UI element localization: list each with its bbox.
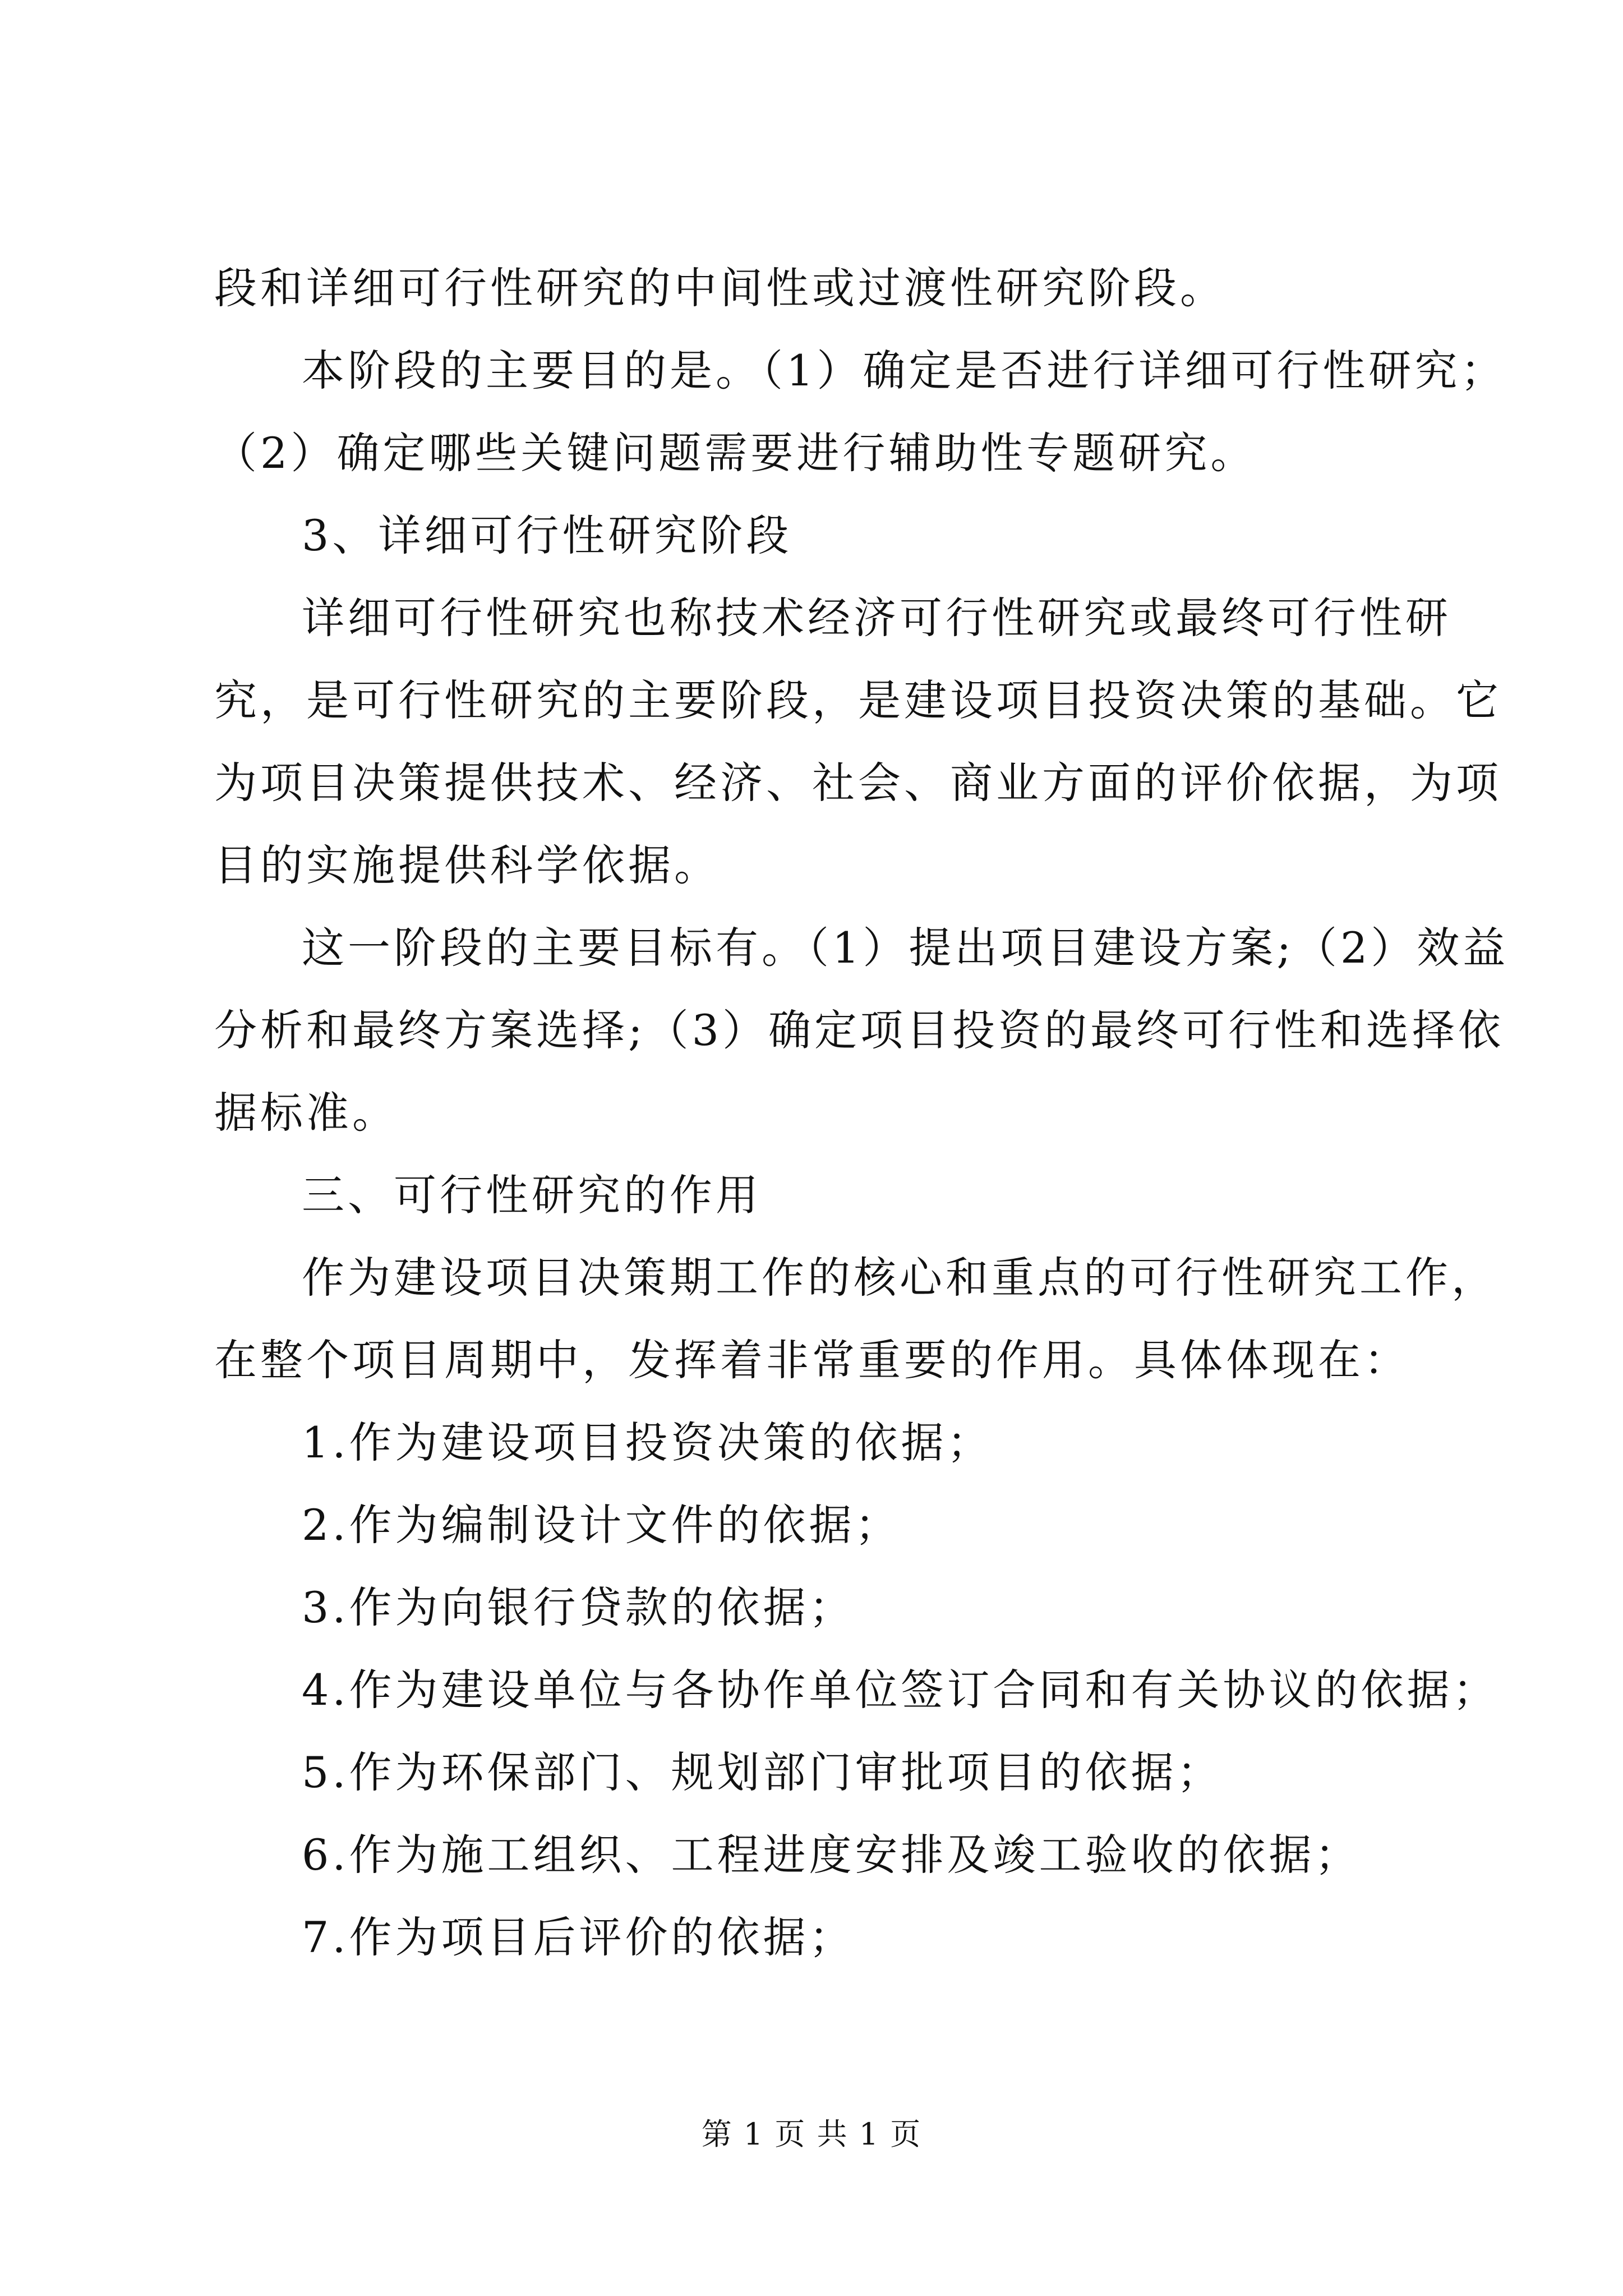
list-item: 5.作为环保部门、规划部门审批项目的依据； — [302, 1747, 1223, 1797]
text-line: 据标准。 — [214, 1088, 398, 1138]
text-line: 究，是可行性研究的主要阶段，是建设项目投资决策的基础。它 — [214, 675, 1502, 725]
text-line: 段和详细可行性研究的中间性或过渡性研究阶段。 — [214, 263, 1226, 313]
text-line: 详细可行性研究也称技术经济可行性研究或最终可行性研 — [302, 593, 1451, 643]
list-item: 3.作为向银行贷款的依据； — [302, 1582, 855, 1632]
text-line: 这一阶段的主要目标有。（1）提出项目建设方案;（2）效益 — [302, 923, 1509, 973]
section-heading: 3、详细可行性研究阶段 — [302, 510, 792, 560]
section-heading: 三、可行性研究的作用 — [302, 1170, 762, 1220]
page-footer: 第 1 页 共 1 页 — [701, 2116, 922, 2152]
text-line: 为项目决策提供技术、经济、社会、商业方面的评价依据，为项 — [214, 758, 1502, 808]
text-line: 分析和最终方案选择;（3）确定项目投资的最终可行性和选择依 — [214, 1005, 1504, 1055]
text-line: （2）确定哪些关键问题需要进行辅助性专题研究。 — [214, 428, 1257, 478]
list-item: 6.作为施工组织、工程进度安排及竣工验收的依据； — [302, 1830, 1361, 1880]
list-item: 1.作为建设项目投资决策的依据； — [302, 1418, 993, 1467]
text-line: 作为建设项目决策期工作的核心和重点的可行性研究工作， — [302, 1253, 1497, 1303]
list-item: 2.作为编制设计文件的依据； — [302, 1500, 901, 1550]
list-item: 7.作为项目后评价的依据； — [302, 1912, 855, 1962]
list-item: 4.作为建设单位与各协作单位签订合同和有关协议的依据； — [302, 1665, 1499, 1715]
text-line: 目的实施提供科学依据。 — [214, 840, 720, 890]
text-line: 在整个项目周期中，发挥着非常重要的作用。具体体现在： — [214, 1335, 1410, 1385]
text-line: 本阶段的主要目的是。（1）确定是否进行详细可行性研究； — [302, 346, 1507, 395]
document-body — [214, 247, 1509, 1978]
